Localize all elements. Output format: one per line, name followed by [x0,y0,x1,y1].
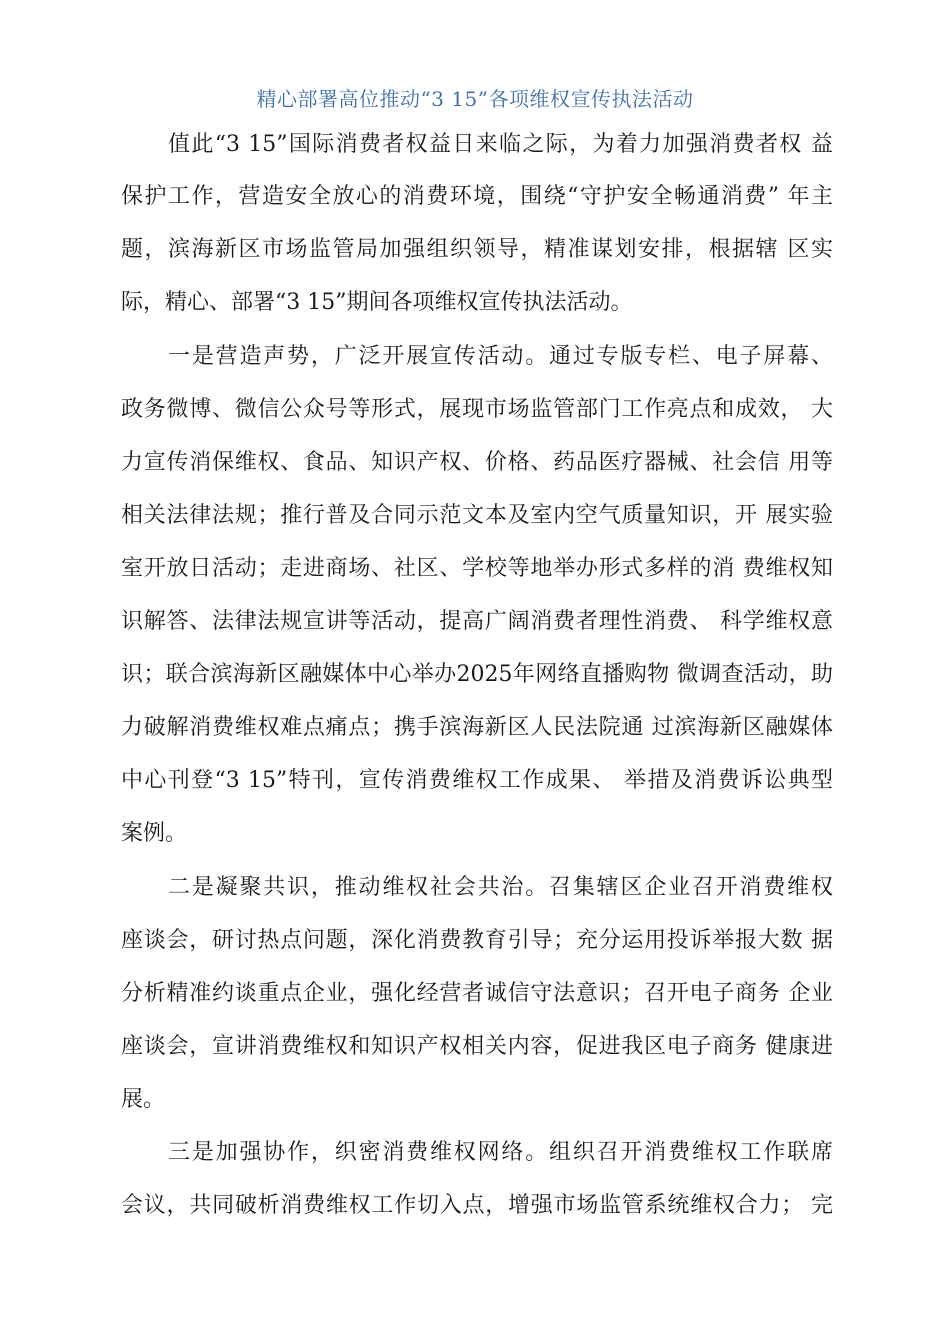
paragraph-line: 识解答、法律法规宣讲等活动，提高广阔消费者理性消费、 科学维权意 [121,609,833,634]
document-title: 精心部署高位推动“3 15”各项维权宣传执法活动 [256,87,694,111]
paragraph-line: 座谈会，宣讲消费维权和知识产权相关内容，促进我区电子商务 健康进 [121,1034,833,1059]
paragraph-line: 三是加强协作，织密消费维权网络。组织召开消费维权工作联席 [168,1140,833,1165]
paragraph-line: 座谈会，研讨热点问题，深化消费教育引导；充分运用投诉举报大数 据 [121,928,833,953]
paragraph-line: 力破解消费维权难点痛点；携手滨海新区人民法院通 过滨海新区融媒体 [121,715,833,740]
paragraph-line: 二是凝聚共识，推动维权社会共治。召集辖区企业召开消费维权 [168,875,833,900]
paragraph-line: 案例。 [121,821,188,846]
paragraph-line: 际，精心、部署“3 15”期间各项维权宣传执法活动。 [121,290,633,315]
paragraph-line: 值此“3 15”国际消费者权益日来临之际，为着力加强消费者权 益 [168,132,833,157]
paragraph-line: 题，滨海新区市场监管局加强组织领导，精准谋划安排，根据辖 区实 [121,237,833,262]
paragraph-line: 相关法律法规；推行普及合同示范文本及室内空气质量知识，开 展实验 [121,503,833,528]
paragraph-line: 展。 [121,1087,166,1112]
paragraph-line: 会议，共同破析消费维权工作切入点，增强市场监管系统维权合力； 完 [121,1193,833,1218]
paragraph-line: 力宣传消保维权、食品、知识产权、价格、药品医疗器械、社会信 用等 [121,450,833,475]
paragraph-line: 识；联合滨海新区融媒体中心举办2025年网络直播购物 微调查活动，助 [121,662,833,687]
paragraph-line: 室开放日活动；走进商场、社区、学校等地举办形式多样的消 费维权知 [121,556,833,581]
paragraph-line: 一是营造声势，广泛开展宣传活动。通过专版专栏、电子屏幕、 [168,344,833,369]
paragraph-line: 政务微博、微信公众号等形式，展现市场监管部门工作亮点和成效， 大 [121,397,833,422]
paragraph-line: 分析精准约谈重点企业，强化经营者诚信守法意识；召开电子商务 企业 [121,981,833,1006]
paragraph-line: 保护工作，营造安全放心的消费环境，围绕“守护安全畅通消费” 年主 [121,184,833,209]
paragraph-line: 中心刊登“3 15”特刊，宣传消费维权工作成果、 举措及消费诉讼典型 [121,768,833,793]
